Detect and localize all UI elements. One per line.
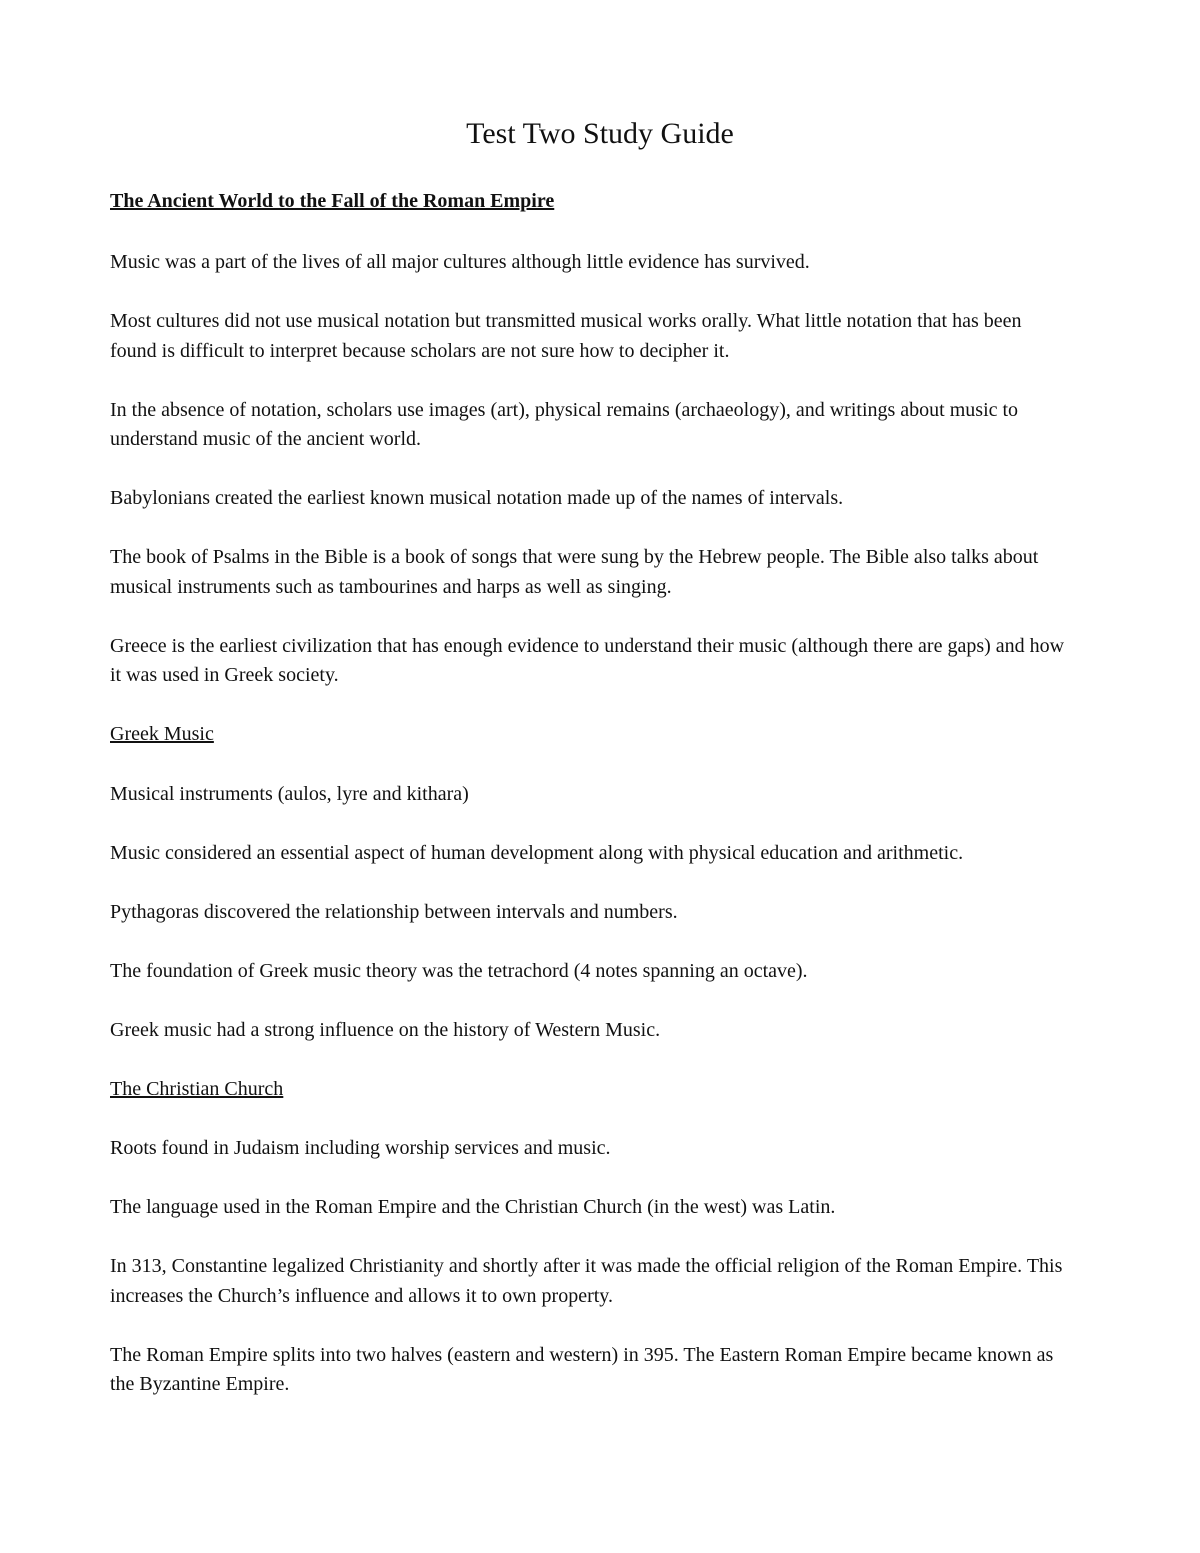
document-title: Test Two Study Guide [466,117,734,150]
subheading-christian-church: The Christian Church [110,1077,284,1100]
paragraph: The book of Psalms in the Bible is a book of songs that were sung by the Hebrew people. The Bible also talks about musical instruments such as tambourines and harps as well as singing. [110,546,1039,598]
paragraph: Musical instruments (aulos, lyre and kithara) [110,782,469,805]
paragraph: Music considered an essential aspect of human development along with physical education and arithmetic. [110,841,964,864]
paragraph: In the absence of notation, scholars use images (art), physical remains (archaeology), and writings about music to understand music of the ancient world. [110,398,1019,450]
paragraph: Most cultures did not use musical notation but transmitted musical works orally. What little notation that has been found is difficult to interpret because scholars are not sure how to decipher it. [110,310,1022,362]
paragraph: The language used in the Roman Empire and the Christian Church (in the west) was Latin. [110,1196,836,1218]
paragraph: In 313, Constantine legalized Christianity and shortly after it was made the official religion of the Roman Empire. This increases the Church’s influence and allows it to own property. [110,1255,1063,1307]
paragraph: Pythagoras discovered the relationship between intervals and numbers. [110,900,678,923]
paragraph: Roots found in Judaism including worship services and music. [110,1137,611,1159]
paragraph: Greek music had a strong influence on the history of Western Music. [110,1018,661,1041]
paragraph: Greece is the earliest civilization that has enough evidence to understand their music (although there are gaps) and how it was used in Greek society. [110,634,1065,686]
paragraph: Music was a part of the lives of all major cultures although little evidence has survived. [110,251,810,273]
paragraph: The foundation of Greek music theory was the tetrachord (4 notes spanning an octave). [110,959,808,982]
subheading-greek-music: Greek Music [110,723,214,745]
document-body [110,248,1070,1429]
paragraph: Babylonians created the earliest known musical notation made up of the names of intervals. [110,487,844,509]
paragraph: The Roman Empire splits into two halves (eastern and western) in 395. The Eastern Roman Empire became known as the Byzantine Empire. [110,1343,1054,1395]
section-heading: The Ancient World to the Fall of the Roman Empire [110,190,555,212]
